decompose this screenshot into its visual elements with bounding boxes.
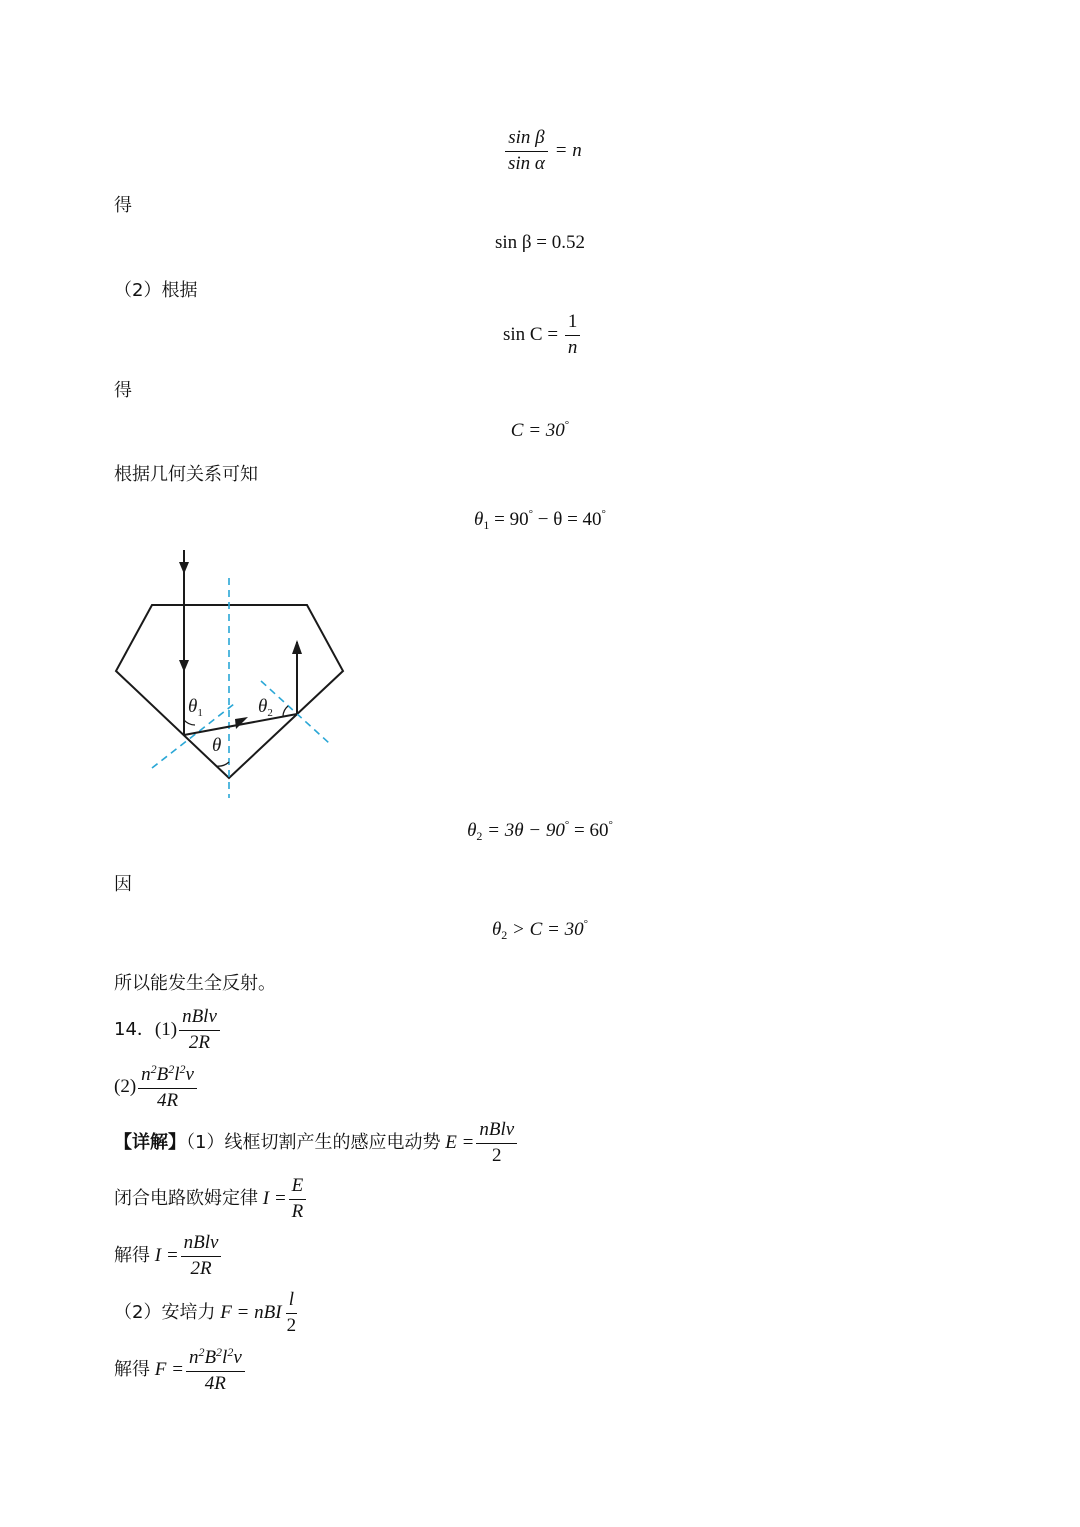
detail-line3-lhs: I =: [154, 1244, 179, 1266]
theta-arc: [216, 762, 229, 766]
detail-line-1: [114, 1120, 519, 1167]
eq-theta1-deg2: °: [601, 508, 606, 520]
eq-sinC: [503, 312, 582, 359]
detail-line4-num: l: [286, 1290, 297, 1314]
label-theta1: $\theta_1$: [188, 696, 203, 719]
detail-line1-den: 2: [492, 1144, 502, 1166]
eq-compare-deg: °: [583, 918, 589, 930]
detail-line-3: [114, 1233, 223, 1280]
eq-compare-b: > C = 30: [507, 919, 584, 940]
detail-bracket-label: 【详解】: [114, 1131, 186, 1153]
eq-snell-num: sin β: [505, 128, 547, 152]
eq-sinC-den: n: [567, 336, 578, 358]
text-de-2: 得: [114, 380, 132, 401]
detail-line-5: [114, 1346, 247, 1395]
detail-line4-den: 2: [286, 1314, 297, 1336]
eq-theta1-sub: 1: [483, 518, 490, 532]
detail-line3-den: 2R: [190, 1257, 212, 1279]
eq-sinC-lhs: sin C =: [503, 323, 559, 345]
eq-compare-sym: θ: [491, 919, 502, 940]
detail-line1-num: nBlv: [476, 1120, 517, 1144]
detail-line2-num: E: [289, 1176, 307, 1200]
exit-arrow: [292, 640, 302, 654]
detail-line3-text: 解得: [114, 1244, 150, 1266]
eq-compare-sub: 2: [501, 928, 508, 942]
q14-ans2-den: 4R: [157, 1089, 179, 1111]
q14-answer-1: [114, 1007, 222, 1054]
eq-snell-den: sin α: [508, 152, 545, 174]
incident-arrow-mid: [179, 660, 189, 672]
eq-snell-rhs: = n: [554, 139, 582, 161]
text-conclusion: 所以能发生全反射。: [114, 973, 276, 994]
detail-line3-num: nBlv: [181, 1233, 222, 1257]
eq-C-text: C = 30: [510, 420, 565, 441]
eq-theta2-sym: θ: [467, 820, 477, 841]
eq-theta2-b: = 3θ − 90: [482, 820, 565, 841]
eq-compare: [0, 918, 1080, 943]
detail-line5-num: $n^2B^2l^2v$: [186, 1346, 245, 1372]
eq-C: [0, 419, 1080, 442]
detail-line1-text: （1）线框切割产生的感应电动势: [186, 1131, 441, 1153]
q14-part2-label: (2): [114, 1075, 137, 1097]
detail-line4-text: （2）安培力: [114, 1301, 216, 1323]
eq-theta1-b: = 90: [489, 509, 529, 530]
q14-ans2-num: $n^2B^2l^2v$: [138, 1063, 197, 1089]
eq-theta2-sub: 2: [476, 829, 483, 843]
theta1-arc: [184, 720, 195, 725]
eq-theta2: [0, 819, 1080, 844]
eq-theta1: [0, 508, 1080, 533]
eq-sinC-num: 1: [565, 312, 581, 336]
eq-theta1-c: − θ = 40: [533, 509, 602, 530]
detail-line2-lhs: I =: [262, 1187, 287, 1209]
label-theta: θ: [212, 735, 222, 756]
eq-theta2-deg1: °: [564, 819, 570, 831]
theta2-arc: [283, 706, 288, 716]
detail-line-4: [114, 1290, 301, 1337]
q14-ans1-den: 2R: [188, 1031, 211, 1053]
detail-line2-text: 闭合电路欧姆定律: [114, 1187, 258, 1209]
text-de-1: 得: [114, 195, 132, 216]
text-geometry: 根据几何关系可知: [114, 464, 258, 485]
detail-line5-den: 4R: [204, 1372, 226, 1394]
detail-line4-lhs: F = nBI: [220, 1301, 282, 1323]
text-yin: 因: [114, 874, 132, 895]
q14-number: 14．: [114, 1018, 155, 1040]
detail-line5-lhs: F =: [154, 1358, 184, 1380]
eq-theta2-c: = 60: [569, 820, 609, 841]
eq-theta1-sym: θ: [474, 509, 484, 530]
detail-line1-lhs: E =: [445, 1131, 475, 1153]
label-theta2: $\theta_2$: [258, 696, 273, 719]
detail-line5-text: 解得: [114, 1358, 150, 1380]
text-part2-heading: （2）根据: [114, 280, 198, 301]
q14-ans1-num: nBlv: [179, 1007, 220, 1031]
eq-C-deg: °: [564, 419, 570, 431]
prism-diagram: [100, 540, 360, 810]
q14-part1-label: (1): [154, 1018, 178, 1040]
q14-answer-2: [114, 1063, 199, 1112]
eq-theta2-deg2: °: [608, 819, 613, 831]
eq-theta1-deg1: °: [528, 508, 533, 520]
eq-snell: [503, 128, 582, 175]
detail-line2-den: R: [291, 1200, 304, 1222]
incident-arrow-top: [179, 562, 189, 574]
detail-line-2: [114, 1176, 308, 1223]
eq-sinbeta: sin β = 0.52: [494, 232, 586, 253]
